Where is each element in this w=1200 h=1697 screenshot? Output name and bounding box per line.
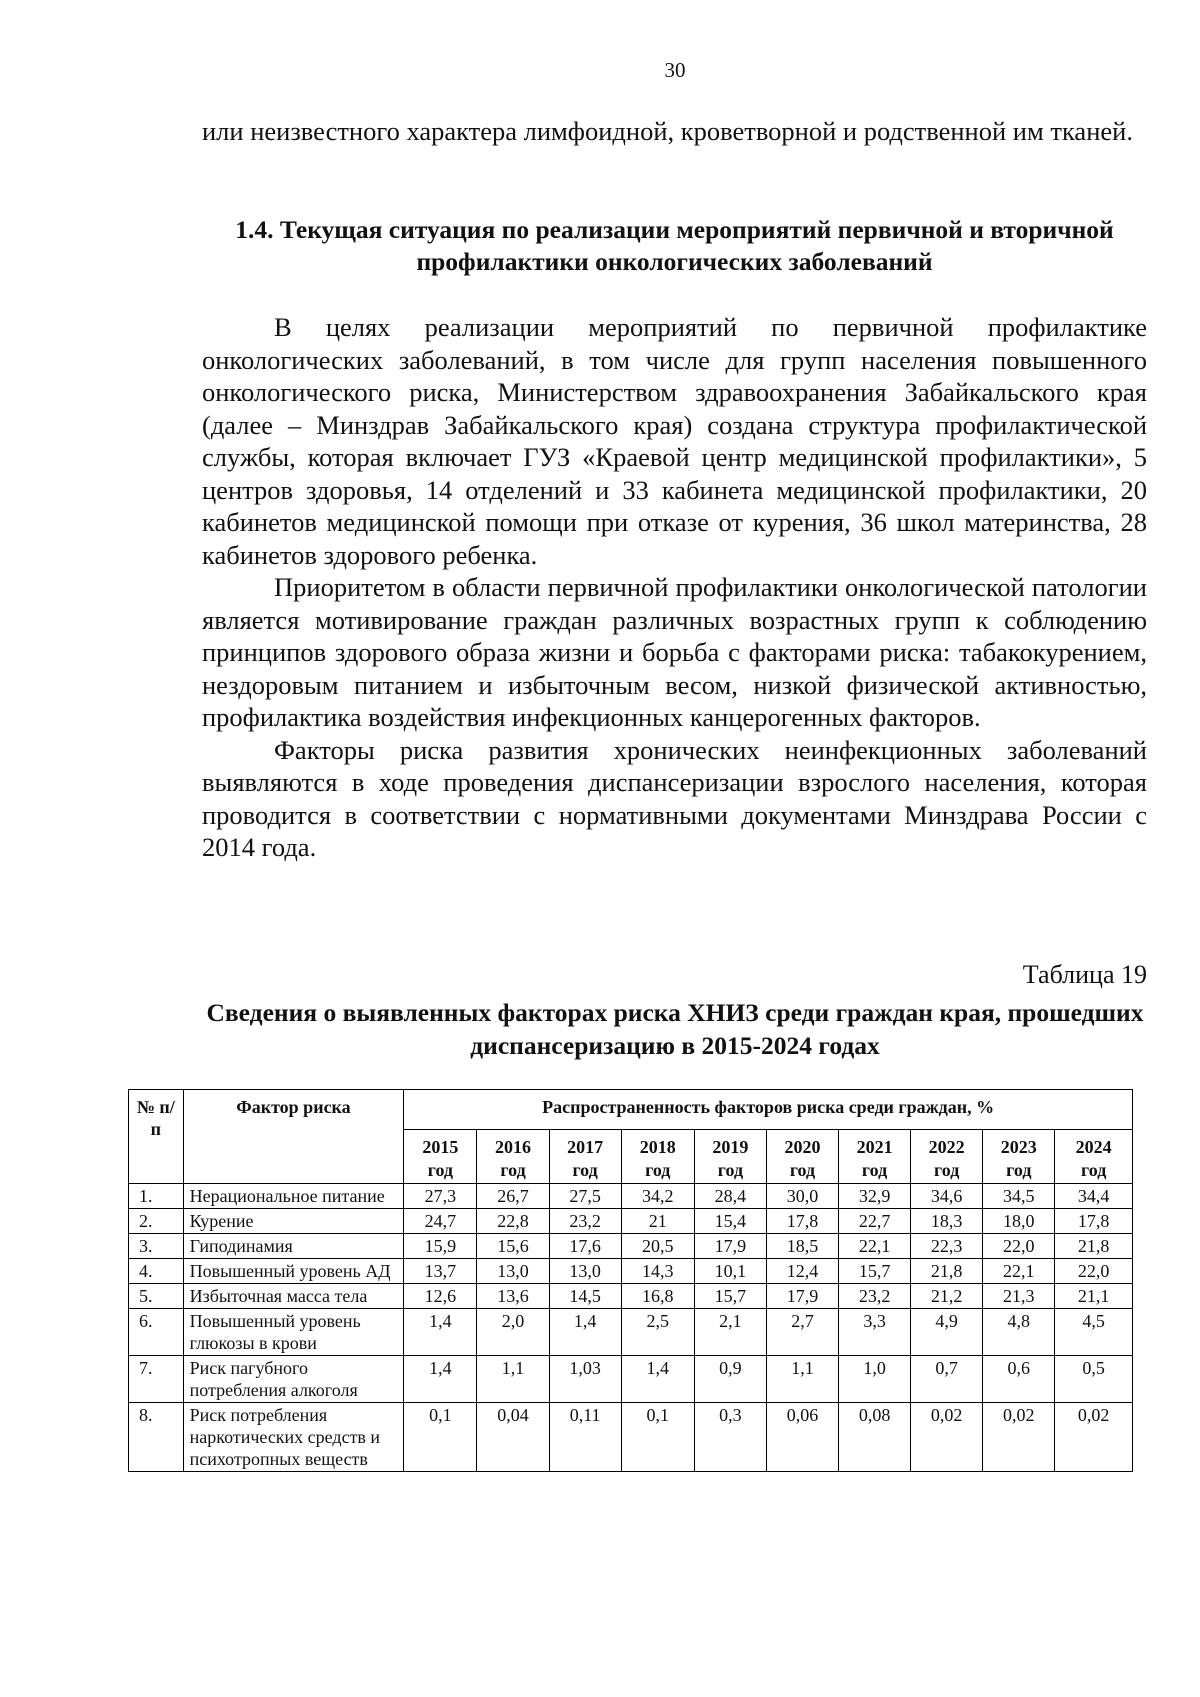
- table-row: [129, 1356, 1133, 1403]
- row-value: 0,02: [1055, 1403, 1133, 1472]
- header-year: 2021 год: [839, 1130, 911, 1184]
- row-value: 1,1: [766, 1356, 838, 1403]
- header-number: № п/п: [129, 1090, 184, 1184]
- paragraph: Факторы риска развития хронических неинфекционных заболеваний выявляются в ходе проведения диспансеризации взрослого населения, которая проводится в соответствии с нормативными документами Минздрава России с 2014 года.: [202, 734, 1147, 862]
- row-value: 22,0: [1055, 1259, 1133, 1284]
- header-prevalence: Распространенность факторов риска среди граждан, %: [404, 1090, 1133, 1130]
- row-value: 24,7: [404, 1209, 477, 1234]
- row-factor: Курение: [183, 1209, 404, 1234]
- header-year: 2016 год: [477, 1130, 549, 1184]
- row-number: 4.: [129, 1259, 184, 1284]
- page-number: 30: [664, 58, 686, 82]
- row-value: 2,7: [766, 1309, 838, 1356]
- row-value: 1,1: [477, 1356, 549, 1403]
- row-value: 14,3: [621, 1259, 694, 1284]
- row-number: 6.: [129, 1309, 184, 1356]
- row-value: 20,5: [621, 1234, 694, 1259]
- row-value: 12,4: [766, 1259, 838, 1284]
- row-value: 0,3: [694, 1403, 766, 1472]
- header-factor: Фактор риска: [183, 1090, 404, 1184]
- row-value: 18,3: [911, 1209, 983, 1234]
- table-title: Сведения о выявленных факторах риска ХНИЗ среди граждан края, прошедших диспансеризацию в 2015-2024 годах: [206, 998, 1144, 1060]
- row-number: 3.: [129, 1234, 184, 1259]
- table-row: [129, 1234, 1133, 1259]
- table-label: Таблица 19: [1022, 960, 1147, 989]
- row-value: 27,3: [404, 1184, 477, 1209]
- row-value: 0,9: [694, 1356, 766, 1403]
- row-value: 1,0: [839, 1356, 911, 1403]
- row-value: 1,03: [549, 1356, 621, 1403]
- row-value: 23,2: [839, 1284, 911, 1309]
- section-heading: 1.4. Текущая ситуация по реализации мероприятий первичной и вторичной профилактики онкологических заболеваний: [235, 215, 1114, 276]
- row-value: 15,9: [404, 1234, 477, 1259]
- row-factor: Нерациональное питание: [183, 1184, 404, 1209]
- row-value: 4,5: [1055, 1309, 1133, 1356]
- header-year: 2020 год: [766, 1130, 838, 1184]
- row-value: 15,7: [839, 1259, 911, 1284]
- row-value: 34,6: [911, 1184, 983, 1209]
- row-value: 13,0: [549, 1259, 621, 1284]
- row-value: 12,6: [404, 1284, 477, 1309]
- row-value: 2,5: [621, 1309, 694, 1356]
- row-value: 4,8: [983, 1309, 1055, 1356]
- row-value: 18,5: [766, 1234, 838, 1259]
- row-number: 1.: [129, 1184, 184, 1209]
- row-value: 32,9: [839, 1184, 911, 1209]
- header-year: 2015 год: [404, 1130, 477, 1184]
- header-year: 2017 год: [549, 1130, 621, 1184]
- row-value: 0,6: [983, 1356, 1055, 1403]
- row-value: 0,08: [839, 1403, 911, 1472]
- row-number: 5.: [129, 1284, 184, 1309]
- table-row: [129, 1284, 1133, 1309]
- row-value: 17,8: [766, 1209, 838, 1234]
- row-value: 26,7: [477, 1184, 549, 1209]
- row-factor: Повышенный уровень АД: [183, 1259, 404, 1284]
- section-body: [202, 311, 1147, 864]
- row-value: 0,06: [766, 1403, 838, 1472]
- row-value: 0,11: [549, 1403, 621, 1472]
- row-value: 34,4: [1055, 1184, 1133, 1209]
- row-value: 22,0: [983, 1234, 1055, 1259]
- row-factor: Риск пагубного потребления алкоголя: [183, 1356, 404, 1403]
- row-value: 3,3: [839, 1309, 911, 1356]
- header-year: 2024 год: [1055, 1130, 1133, 1184]
- row-value: 21,8: [1055, 1234, 1133, 1259]
- row-value: 22,3: [911, 1234, 983, 1259]
- table-row: [129, 1309, 1133, 1356]
- row-value: 17,6: [549, 1234, 621, 1259]
- row-value: 21,3: [983, 1284, 1055, 1309]
- row-value: 1,4: [404, 1356, 477, 1403]
- row-value: 13,0: [477, 1259, 549, 1284]
- row-value: 22,1: [983, 1259, 1055, 1284]
- row-value: 2,1: [694, 1309, 766, 1356]
- row-factor: Гиподинамия: [183, 1234, 404, 1259]
- continuation-paragraph: или неизвестного характера лимфоидной, кроветворной и родственной им тканей.: [202, 116, 1133, 146]
- table-row: [129, 1403, 1133, 1472]
- row-value: 10,1: [694, 1259, 766, 1284]
- table-row: [129, 1259, 1133, 1284]
- row-value: 17,9: [694, 1234, 766, 1259]
- row-value: 15,6: [477, 1234, 549, 1259]
- row-number: 7.: [129, 1356, 184, 1403]
- row-value: 21: [621, 1209, 694, 1234]
- row-value: 13,7: [404, 1259, 477, 1284]
- row-value: 21,2: [911, 1284, 983, 1309]
- row-value: 1,4: [549, 1309, 621, 1356]
- row-value: 13,6: [477, 1284, 549, 1309]
- row-factor: Повышенный уровень глюкозы в крови: [183, 1309, 404, 1356]
- row-value: 17,8: [1055, 1209, 1133, 1234]
- row-value: 22,1: [839, 1234, 911, 1259]
- row-value: 17,9: [766, 1284, 838, 1309]
- row-factor: Риск потребления наркотических средств и психотропных веществ: [183, 1403, 404, 1472]
- table-body: [129, 1184, 1133, 1472]
- header-year: 2023 год: [983, 1130, 1055, 1184]
- row-value: 34,5: [983, 1184, 1055, 1209]
- row-value: 15,7: [694, 1284, 766, 1309]
- row-number: 8.: [129, 1403, 184, 1472]
- row-value: 0,04: [477, 1403, 549, 1472]
- row-value: 0,7: [911, 1356, 983, 1403]
- risk-factors-table: [128, 1089, 1133, 1472]
- row-value: 4,9: [911, 1309, 983, 1356]
- continuation-text: [202, 115, 1147, 148]
- row-value: 28,4: [694, 1184, 766, 1209]
- row-value: 22,8: [477, 1209, 549, 1234]
- row-value: 16,8: [621, 1284, 694, 1309]
- row-value: 0,5: [1055, 1356, 1133, 1403]
- row-value: 0,1: [404, 1403, 477, 1472]
- table-row: [129, 1184, 1133, 1209]
- row-number: 2.: [129, 1209, 184, 1234]
- row-value: 27,5: [549, 1184, 621, 1209]
- row-factor: Избыточная масса тела: [183, 1284, 404, 1309]
- row-value: 18,0: [983, 1209, 1055, 1234]
- row-value: 22,7: [839, 1209, 911, 1234]
- row-value: 1,4: [404, 1309, 477, 1356]
- row-value: 21,1: [1055, 1284, 1133, 1309]
- row-value: 0,1: [621, 1403, 694, 1472]
- row-value: 23,2: [549, 1209, 621, 1234]
- row-value: 30,0: [766, 1184, 838, 1209]
- header-year: 2022 год: [911, 1130, 983, 1184]
- row-value: 21,8: [911, 1259, 983, 1284]
- row-value: 34,2: [621, 1184, 694, 1209]
- header-year: 2018 год: [621, 1130, 694, 1184]
- header-year: 2019 год: [694, 1130, 766, 1184]
- table-row: [129, 1209, 1133, 1234]
- paragraph: Приоритетом в области первичной профилактики онкологической патологии является мотивирование граждан различных возрастных групп к соблюдению принципов здорового образа жизни и борьба с факторами риска: табакокурением, нездоровым питанием и избыточным весом, низкой физической активностью, профилактика воздействия инфекционных канцерогенных факторов.: [202, 572, 1147, 732]
- row-value: 15,4: [694, 1209, 766, 1234]
- row-value: 0,02: [983, 1403, 1055, 1472]
- row-value: 0,02: [911, 1403, 983, 1472]
- paragraph: В целях реализации мероприятий по первичной профилактике онкологических заболеваний, в том числе для групп населения повышенного онкологического риска, Министерством здравоохранения Забайкальского края (далее – Минздрав Забайкальского края) создана структура профилактической службы, которая включает ГУЗ «Краевой центр медицинской профилактики», 5 центров здоровья, 14 отделений и 33 кабинета медицинской профилактики, 20 кабинетов медицинской помощи при отказе от курения, 36 школ материнства, 28 кабинетов здорового ребенка.: [202, 312, 1147, 570]
- row-value: 2,0: [477, 1309, 549, 1356]
- row-value: 14,5: [549, 1284, 621, 1309]
- table-header-row: [129, 1090, 1133, 1130]
- row-value: 1,4: [621, 1356, 694, 1403]
